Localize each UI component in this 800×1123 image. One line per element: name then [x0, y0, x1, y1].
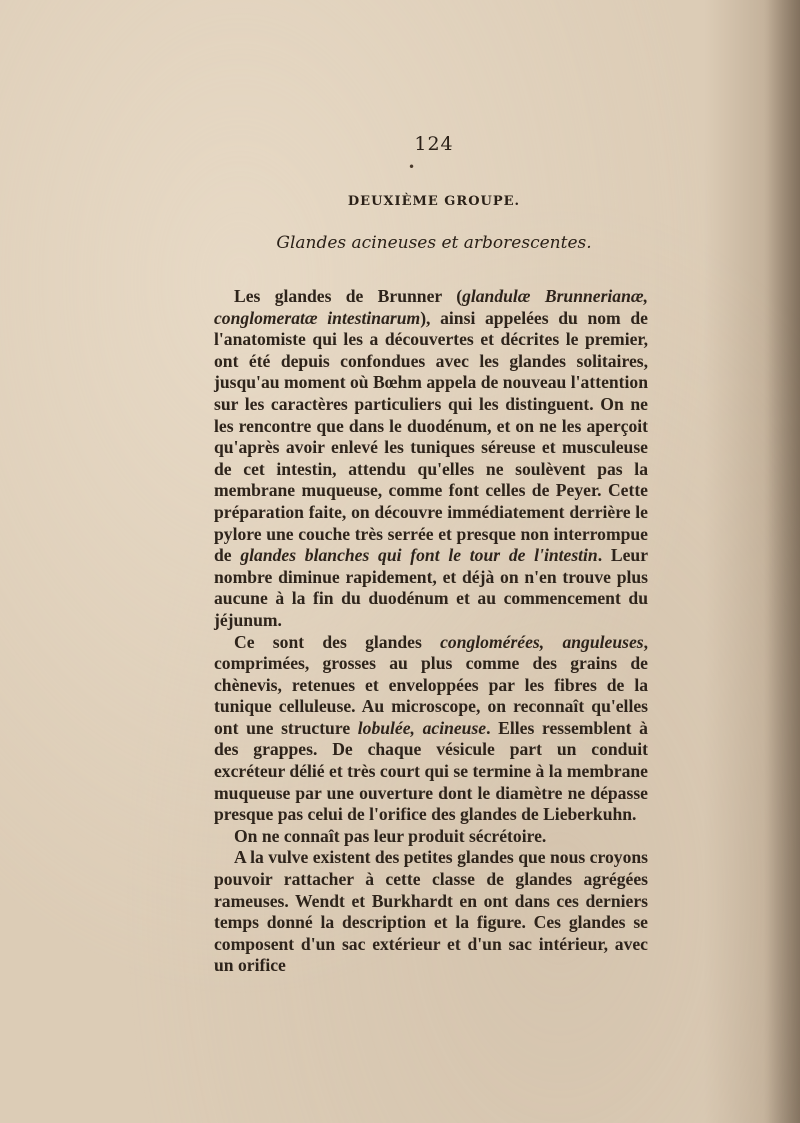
latin-term: glandulæ Brunnerianæ, conglomeratæ intestinarum — [214, 286, 648, 328]
text-run: Les glandes de Brunner ( — [234, 286, 463, 306]
page-number: 124 — [414, 133, 454, 155]
page-edge-shadow — [764, 0, 800, 1123]
text-run: On ne connaît pas leur produit sécrétoire. — [234, 825, 547, 846]
text-run: . Elles ressemblent à des grappes. De chaque vésicule part un conduit excréteur délié et très court qui se termine à la membrane muqueuse par une ouverture dont le diamètre ne dépasse presque pas celui de l'orifice des glandes de Lieberkuhn. — [214, 717, 648, 825]
paragraph — [214, 826, 648, 848]
italic-phrase: glandes blanches qui font le tour de l'intestin — [240, 545, 598, 566]
text-run: ), ainsi appelées du nom de l'anatomiste qui les a découvertes et décrites le premier, ont été depuis confondues avec les glandes solitaires, jusqu'au moment où Bœhm appela de nouveau l'attention sur les caractères particuliers qui les distinguent. On ne les rencontre que dans le duodénum, et on ne les aperçoit qu'après avoir enlevé les tuniques séreuse et musculeuse de cet intestin, attendu qu'elles ne soulèvent pas la membrane muqueuse, comme font celles de Peyer. Cette préparation faite, on découvre immédiatement derrière le pylore une couche très serrée et presque non interrompue de — [214, 307, 648, 566]
body-text — [214, 286, 648, 977]
italic-phrase: lobulée, acineuse — [357, 717, 487, 738]
italic-phrase: conglomérées, anguleuses — [440, 631, 644, 652]
paragraph — [214, 286, 648, 632]
text-run: . Leur nombre diminue rapidement, et déjà on n'en trouve plus aucune à la fin du duodénum et au commencement du jéjunum. — [214, 545, 649, 630]
text-run: , comprimées, grosses au plus comme des grains de chènevis, retenues et enveloppées par les fibres de la tunique celluleuse. Au microscope, on reconnaît qu'elles ont une structure — [214, 631, 649, 738]
paragraph — [214, 632, 648, 826]
section-subheading: Glandes acineuses et arborescentes. — [276, 233, 592, 253]
paragraph — [214, 847, 648, 977]
text-run: Ce sont des glandes — [234, 631, 441, 652]
ink-mark: • — [408, 160, 416, 174]
text-run: A la vulve existent des petites glandes que nous croyons pouvoir rattacher à cette classe de glandes agrégées rameuses. Wendt et Burkhardt en ont dans ces derniers temps donné la description et la figure. Ces glandes se composent d'un sac extérieur et d'un sac intérieur, avec un orifice — [214, 847, 648, 976]
group-heading: DEUXIÈME GROUPE. — [347, 194, 521, 209]
